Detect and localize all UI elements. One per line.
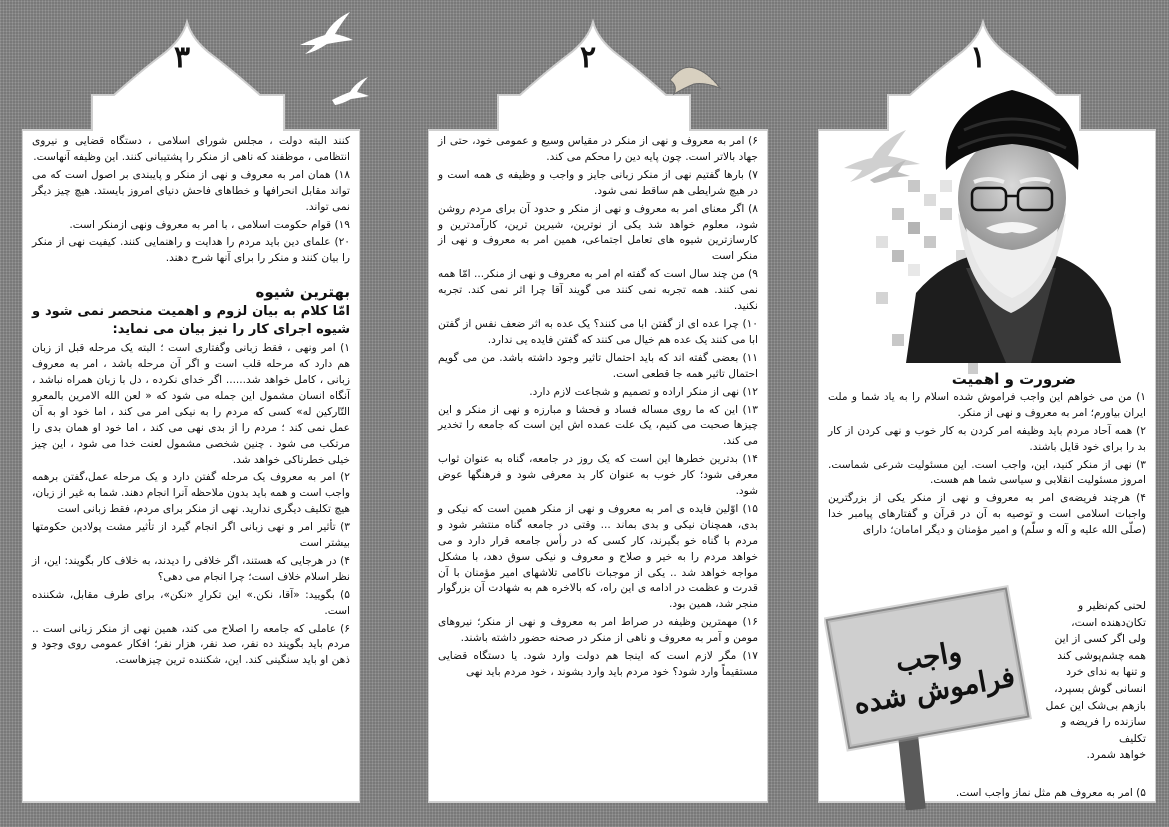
section-heading: بهترین شیوه xyxy=(255,283,350,302)
section-subheading: امّا کلام به بیان لزوم و اهمیت منحصر نمی شود و شیوه اجرای کار را نیز بیان می نماید: xyxy=(32,304,350,338)
panel3-text-block xyxy=(32,134,350,671)
panel-page-1 xyxy=(818,0,1156,810)
paragraph: ۳) تأثیر امر و نهی زبانی اگر انجام گیرد از تأثیر مشت پولادین حکومتها بیشتر است xyxy=(32,521,350,550)
paragraph: ۱۹) قوام حکومت اسلامی ، با امر به معروف ونهی ازمنکر است. xyxy=(69,218,350,231)
panel1-narrow-text xyxy=(1040,598,1146,764)
paragraph: ۱) من می خواهم این واجب فراموش شده اسلام را به یاد شما و ملت ایران بیاورم؛ امر به معروف و نهی از منکر. xyxy=(828,390,1146,419)
paragraph: ۴) هرچند فریضه‌ی امر به معروف و نهی از منکر یکی از بزرگترین واجبات اسلامی است و توصیه به آن در قرآن و گفتارهای پیامبر خدا (صلّی الله علیه و آله و سلّم) و امیر مؤمنان و دیگر امامان؛ دارای xyxy=(828,492,1146,537)
panel1-text-block xyxy=(828,372,1146,541)
paragraph: ۲) امر به معروف یک مرحله گفتن دارد و یک مرحله عمل،گفتن برهمه واجب است و همه باید بدون ملاحظه آنرا انجام دهند. شما به غیر از زبان، هیچ تکلیف دیگری ندارید. نهی از منکر برای مردم، فقط زبانی است xyxy=(32,471,350,516)
paragraph: ۱۴) بدترین خطرها این است که یک روز در جامعه، گناه به عنوان ثواب معرفی شود؛ کار خوب به عنوان کار بد معرفی شود و فرهنگها عوض شود. xyxy=(438,453,758,498)
page-number: ۲ xyxy=(579,40,597,75)
sign-text: واجب فراموش شده xyxy=(851,634,1018,721)
text-line: تکان‌دهنده است، xyxy=(1071,615,1146,629)
paragraph: ۳) نهی از منکر کنید، این، واجب است. این مسئولیت شرعی شماست. امروز مسئولیت انقلابی و سیاسی شما هم هست. xyxy=(828,458,1146,487)
paragraph: ۵) بگویید: «آقا، نکن.» این تکرارِ «نکن»، برای طرف مقابل، شکننده است. xyxy=(32,588,350,617)
paragraph: ۲۰) علمای دین باید مردم را هدایت و راهنمایی کنند. کیفیت نهی از منکر را بیان کنند و منکر را برای آنها شرح دهند. xyxy=(32,236,350,265)
paragraph: ۱۷) مگر لازم است که اینجا هم دولت وارد شود. یا دستگاه قضایی مستقیماً وارد شود؟ خود مردم باید وارد بشوند ، خود مردم باید نهی xyxy=(438,650,758,678)
paragraph: ۹) من چند سال است که گفته ام امر به معروف و نهی از منکر... امّا همه نمی کنند. همه تجربه نمی کنند می گویند آقا چرا اثر نمی کند. تجربه نکنید. xyxy=(438,268,758,313)
paragraph: ۱۵) اوّلین فایده ی امر به معروف و نهی از منکر همین است که نیکی و بدی، همچنان نیکی و بدی بماند ... وقتی در جامعه گناه منتشر شود و مردم با گناه خو بگیرند، کار کسی که در رأس جامعه قرار دارد و می خواهد مردم را به خیر و صلاح و معروف و نیکی سوق دهد، با مشکل مواجه خواهد شد .. یکی از موجبات ناکامی تلاشهای امیر مؤمنان با آن قدرت و عظمت در ادامه ی این راه، که بالاخره هم به شهادت آن بزرگوار منجر شد، همین بود. xyxy=(438,502,758,611)
paragraph: ۱۰) چرا عده ای از گفتن ابا می کنند؟ یک عده به اثر ضعف نفس از گفتن ابا می کنند یک عده هم خیال می کنند که گفتن فایده یی ندارد. xyxy=(438,317,758,346)
text-line: ولی اگر کسی از این xyxy=(1054,632,1146,646)
paragraph: کنند البته دولت ، مجلس شورای اسلامی ، دستگاه قضایی و نیروی انتظامی ، موظفند که ناهی از منکر را پشتیبانی کنند. این وظیفه آنهاست. xyxy=(32,135,350,163)
protest-sign-image xyxy=(824,585,1034,810)
portrait-image xyxy=(906,78,1121,363)
last-paragraph: ۵) امر به معروف هم مثل نماز واجب است. xyxy=(955,787,1146,799)
text-line: خواهد شمرد. xyxy=(1086,748,1146,762)
paragraph: ۸) اگر معنای امر به معروف و نهی از منکر و حدود آن برای مردم روشن شود، معلوم خواهد شد یکی از نوترین، شیرین ترین، کارآمدترین و کارسازترین شیوه های تعامل اجتماعی، همین امر به معروف و نهی از منکر است xyxy=(438,202,758,263)
paragraph: ۶) امر به معروف و نهی از منکر در مقیاس وسیع و عمومی خود، حتی از جهاد بالاتر است. چون پایه دین را محکم می کند. xyxy=(438,135,758,163)
paragraph: ۱۱) بعضی گفته اند که باید احتمال تاثیر وجود داشته باشد. من می گویم احتمال تاثیر همه جا قطعی است. xyxy=(438,351,758,380)
text-line: سازنده را فریضه و تکلیف xyxy=(1061,715,1146,745)
paragraph: ۱۸) همان امر به معروف و نهی از منکر و پایبندی بر اصول است که می تواند مقابل انحرافها و خطاهای فاحش دنیای امروز بایستد. هیچ چیز دیگر نمی تواند. xyxy=(32,168,350,213)
text-line: همه چشم‌پوشی کند xyxy=(1057,648,1146,662)
paragraph: ۶) عاملی که جامعه را اصلاح می کند، همین نهی از منکر زبانی است .. مردم باید بگویند ده نفر، صد نفر، هزار نفر؛ افکار عمومی روی وجود و ذهن او باید سنگینی کند. این، شکننده ترین چیزهاست. xyxy=(32,622,350,667)
text-line: لحنی کم‌نظیر و xyxy=(1078,599,1146,612)
text-line: بازهم بی‌شک این عمل xyxy=(1045,698,1146,712)
paragraph: ۴) در هرجایی که هستند، اگر خلافی را دیدند، به خلاف کار بگویند: این، از نظر اسلام خلاف است؛ چرا انجام می دهی؟ xyxy=(32,554,350,583)
page-number: ۱ xyxy=(969,40,987,75)
section-heading: ضرورت و اهمیت xyxy=(951,370,1076,388)
text-line: و تنها به ندای خرد xyxy=(1066,665,1146,679)
text-line: انسانی گوش بسپرد، xyxy=(1054,681,1146,695)
page-number: ۳ xyxy=(173,40,191,75)
paragraph: ۲) همه آحاد مردم باید وظیفه امر کردن به کار خوب و نهی کردن از کار بد را برای خود قایل باشند. xyxy=(828,424,1146,453)
panel-page-2 xyxy=(428,0,768,810)
paragraph: ۱) امر ونهی ، فقط زبانی وگفتاری است ؛ البته یک مرحله قبل از زبان هم دارد که مرحله قلب است و اگر آن مرحله باشد ، امر به معروف زبانی ، کامل خواهد شد...... اگر خدای نکرده ، دل با زبان همراه نباشد ، آنگاه انسان مشمول این جمله می شود که « لعن الله الامرین بالمعرو التّارکین له» کسی که مردم را به نیکی امر می کند ، اما خود او به آن عمل نمی کند ؛ مردم را از بدی نهی می کند ، اما خود او همان بدی را مرتکب می شود . چنین شخصی مشمول لعنت خدا می شود ، این چیز خیلی خطرناکی خواهد شد. xyxy=(32,342,350,466)
panel2-text-block xyxy=(438,134,758,683)
dove-icon xyxy=(295,10,355,55)
paragraph: ۱۳) این که ما روی مساله فساد و فحشا و مبارزه و نهی از منکر و این چیزها صحبت می کنیم، یک علت عمده اش این است که جامعه را تخدیر می کند. xyxy=(438,403,758,448)
dove-icon xyxy=(330,76,370,106)
bird-icon xyxy=(664,58,724,98)
panel-page-3 xyxy=(22,0,360,810)
paragraph: ۱۲) نهی از منکر اراده و تصمیم و شجاعت لازم دارد. xyxy=(529,385,758,398)
paragraph: ۷) بارها گفتیم نهی از منکر زبانی جایز و واجب و وظیفه ی همه است و در هیچ شرایطی هم ساقط نمی شود. xyxy=(438,168,758,197)
paragraph: ۱۶) مهمترین وظیفه در صراط امر به معروف و نهی از منکر؛ نیروهای مومن و آمر به معروف و ناهی از منکر در صحنه حضور داشته باشند. xyxy=(438,616,758,645)
